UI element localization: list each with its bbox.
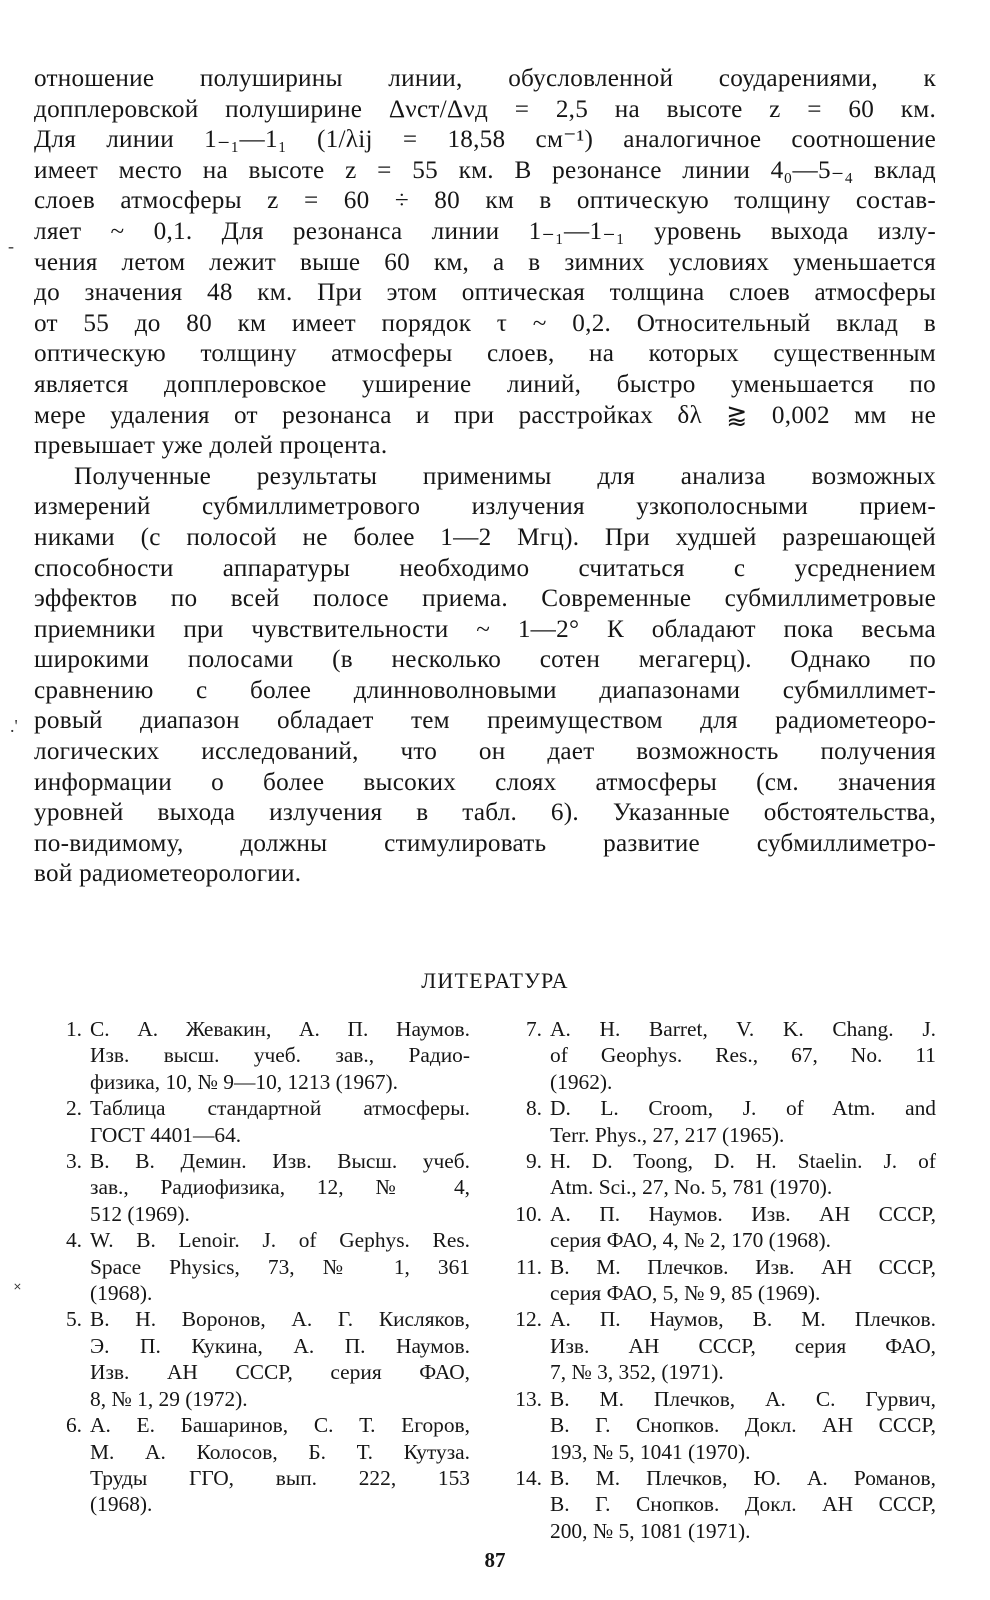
reference-line: Труды ГГО, вып. 222, 153 bbox=[90, 1465, 470, 1490]
margin-mark: ˟ bbox=[14, 1280, 21, 1300]
reference-line: 7, № 3, 352, (1971). bbox=[550, 1360, 724, 1385]
reference-line: В. Г. Снопков. Докл. АН СССР, bbox=[550, 1492, 936, 1517]
reference-number: 4. bbox=[65, 1228, 82, 1253]
reference-item bbox=[508, 1148, 936, 1201]
reference-item bbox=[48, 1227, 470, 1306]
reference-number: 14. bbox=[515, 1465, 542, 1490]
page-number: 87 bbox=[484, 1548, 506, 1572]
reference-text bbox=[90, 1148, 470, 1227]
reference-text bbox=[90, 1095, 470, 1148]
reference-item bbox=[48, 1306, 470, 1412]
margin-mark: - bbox=[8, 236, 14, 256]
reference-number: 10. bbox=[515, 1201, 542, 1226]
reference-text bbox=[550, 1201, 936, 1254]
reference-item bbox=[508, 1016, 936, 1095]
reference-line: D. L. Croom, J. of Atm. and bbox=[550, 1096, 936, 1121]
text-line: широкими полосами (в несколько сотен мегагерц). Однако по bbox=[34, 646, 936, 674]
text-line: измерений субмиллиметрового излучения узкополосными прием- bbox=[34, 493, 936, 521]
reference-text bbox=[550, 1148, 936, 1201]
reference-text bbox=[550, 1016, 936, 1095]
text-line: сравнению с более длинноволновыми диапазонами субмиллимет- bbox=[34, 676, 936, 704]
reference-line: зав., Радиофизика, 12, № 4, bbox=[90, 1175, 470, 1200]
text-line: является допплеровское уширение линий, быстро уменьшается по bbox=[34, 370, 936, 398]
reference-line: Terr. Phys., 27, 217 (1965). bbox=[550, 1122, 785, 1147]
reference-text bbox=[550, 1465, 936, 1544]
reference-line: физика, 10, № 9—10, 1213 (1967). bbox=[90, 1069, 398, 1094]
reference-line: В. М. Плечков, Ю. А. Романов, bbox=[550, 1465, 936, 1490]
reference-line: (1962). bbox=[550, 1069, 613, 1094]
text-line: способности аппаратуры необходимо считаться с усреднением bbox=[34, 554, 936, 582]
reference-line: В. М. Плечков. Изв. АН СССР, bbox=[550, 1254, 936, 1279]
text-line: имеет место на высоте z = 55 км. В резонансе линии 4₀—5₋₄ вклад bbox=[34, 156, 936, 184]
text-line: оптическую толщину атмосферы слоев, на которых существенным bbox=[34, 340, 936, 368]
reference-line: H. D. Toong, D. H. Staelin. J. of bbox=[550, 1149, 936, 1174]
reference-line: С. А. Жевакин, А. П. Наумов. bbox=[90, 1017, 470, 1041]
reference-item bbox=[508, 1386, 936, 1465]
reference-item bbox=[508, 1306, 936, 1385]
text-line: отношение полуширины линии, обусловленной соударениями, к bbox=[34, 65, 936, 92]
reference-item bbox=[508, 1095, 936, 1148]
reference-line: А. Е. Башаринов, С. Т. Егоров, bbox=[90, 1413, 470, 1438]
text-line: никами (с полосой не более 1—2 Мгц). При худшей разрешающей bbox=[34, 523, 936, 551]
reference-line: Atm. Sci., 27, No. 5, 781 (1970). bbox=[550, 1175, 833, 1200]
reference-number: 13. bbox=[515, 1386, 542, 1411]
reference-line: М. А. Колосов, Б. Т. Кутуза. bbox=[90, 1439, 470, 1464]
reference-text bbox=[90, 1306, 470, 1412]
text-line: уровней выхода излучения в табл. 6). Указанные обстоятельства, bbox=[34, 799, 936, 827]
reference-line: Изв. АН СССР, серия ФАО, bbox=[90, 1360, 470, 1385]
paragraph-1 bbox=[34, 64, 936, 462]
reference-line: 512 (1969). bbox=[90, 1201, 190, 1226]
reference-line: серия ФАО, 5, № 9, 85 (1969). bbox=[550, 1281, 821, 1306]
reference-item bbox=[48, 1095, 470, 1148]
reference-number: 2. bbox=[65, 1096, 82, 1121]
text-line: логических исследований, что он дает возможность получения bbox=[34, 738, 936, 766]
reference-item bbox=[48, 1148, 470, 1227]
reference-number: 5. bbox=[65, 1307, 82, 1332]
reference-line: серия ФАО, 4, № 2, 170 (1968). bbox=[550, 1228, 832, 1253]
reference-text bbox=[550, 1306, 936, 1385]
reference-line: В. В. Демин. Изв. Высш. учеб. bbox=[90, 1149, 470, 1174]
reference-text bbox=[550, 1254, 936, 1307]
reference-line: А. П. Наумов. Изв. АН СССР, bbox=[550, 1201, 936, 1226]
reference-line: W. B. Lenoir. J. of Gephys. Res. bbox=[90, 1228, 470, 1253]
references-heading: ЛИТЕРАТУРА bbox=[421, 968, 569, 993]
text-line: ляет ~ 0,1. Для резонанса линии 1₋₁—1₋₁ уровень выхода излу- bbox=[34, 217, 936, 245]
reference-line: (1968). bbox=[90, 1492, 153, 1517]
reference-number: 3. bbox=[65, 1149, 82, 1174]
paragraph-2 bbox=[34, 462, 936, 890]
reference-text bbox=[90, 1412, 470, 1518]
reference-line: А. П. Наумов, В. М. Плечков. bbox=[550, 1307, 936, 1332]
text-line: превышает уже долей процента. bbox=[34, 432, 388, 460]
text-line: допплеровской полуширине Δνст/Δνд = 2,5 на высоте z = 60 км. bbox=[34, 95, 936, 123]
reference-line: ГОСТ 4401—64. bbox=[90, 1122, 242, 1147]
reference-line: Э. П. Кукина, А. П. Наумов. bbox=[90, 1333, 470, 1358]
reference-line: 8, № 1, 29 (1972). bbox=[90, 1386, 248, 1411]
reference-item bbox=[508, 1254, 936, 1307]
reference-number: 1. bbox=[65, 1017, 82, 1041]
reference-text bbox=[90, 1227, 470, 1306]
reference-line: В. Н. Воронов, А. Г. Кисляков, bbox=[90, 1307, 470, 1332]
reference-number: 11. bbox=[516, 1254, 542, 1279]
reference-line: Space Physics, 73, № 1, 361 bbox=[90, 1254, 470, 1279]
text-line: слоев атмосферы z = 60 ÷ 80 км в оптическую толщину состав- bbox=[34, 187, 936, 215]
reference-text bbox=[90, 1016, 470, 1095]
reference-text bbox=[550, 1095, 936, 1148]
reference-number: 12. bbox=[515, 1307, 542, 1332]
reference-item bbox=[508, 1465, 936, 1544]
reference-line: (1968). bbox=[90, 1281, 153, 1306]
text-line: чения летом лежит выше 60 км, а в зимних условиях уменьшается bbox=[34, 248, 936, 276]
text-line: по-видимому, должны стимулировать развитие субмиллиметро- bbox=[34, 829, 936, 857]
reference-line: A. H. Barret, V. K. Chang. J. bbox=[550, 1017, 936, 1041]
reference-number: 9. bbox=[525, 1149, 542, 1174]
reference-item bbox=[508, 1201, 936, 1254]
reference-item bbox=[48, 1016, 470, 1095]
reference-line: of Geophys. Res., 67, No. 11 bbox=[550, 1043, 936, 1068]
reference-line: Таблица стандартной атмосферы. bbox=[90, 1096, 470, 1121]
text-line: ровый диапазон обладает тем преимуществом для радиометеоро- bbox=[34, 707, 936, 735]
reference-text bbox=[550, 1386, 936, 1465]
reference-line: В. Г. Снопков. Докл. АН СССР, bbox=[550, 1413, 936, 1438]
reference-number: 8. bbox=[525, 1096, 542, 1121]
text-line: мере удаления от резонанса и при расстройках δλ ⪆ 0,002 мм не bbox=[34, 401, 936, 429]
text-line: от 55 до 80 км имеет порядок τ ~ 0,2. Относительный вклад в bbox=[34, 309, 936, 337]
text-line: до значения 48 км. При этом оптическая толщина слоев атмосферы bbox=[34, 279, 936, 307]
reference-line: В. М. Плечков, А. С. Гурвич, bbox=[550, 1386, 936, 1411]
margin-mark: .' bbox=[10, 716, 18, 736]
text-line: эффектов по всей полосе приема. Современные субмиллиметровые bbox=[34, 585, 936, 613]
reference-line: Изв. высш. учеб. зав., Радио- bbox=[90, 1043, 470, 1068]
text-line: информации о более высоких слоях атмосферы (см. значения bbox=[34, 768, 936, 796]
text-line: Полученные результаты применимы для анализа возможных bbox=[74, 462, 936, 490]
reference-line: 200, № 5, 1081 (1971). bbox=[550, 1518, 751, 1543]
references-column-left bbox=[48, 1016, 470, 1518]
text-line: Для линии 1₋₁—1₁ (1/λij = 18,58 см⁻¹) аналогичное соотношение bbox=[34, 126, 936, 154]
text-line: приемники при чувствительности ~ 1—2° К обладают пока весьма bbox=[34, 615, 936, 643]
body-text bbox=[34, 64, 936, 890]
reference-number: 6. bbox=[65, 1413, 82, 1438]
reference-item bbox=[48, 1412, 470, 1518]
references-column-right bbox=[508, 1016, 936, 1544]
text-line: вой радиометеорологии. bbox=[34, 860, 302, 888]
reference-number: 7. bbox=[525, 1017, 542, 1041]
reference-line: 193, № 5, 1041 (1970). bbox=[550, 1439, 751, 1464]
reference-line: Изв. АН СССР, серия ФАО, bbox=[550, 1333, 936, 1358]
